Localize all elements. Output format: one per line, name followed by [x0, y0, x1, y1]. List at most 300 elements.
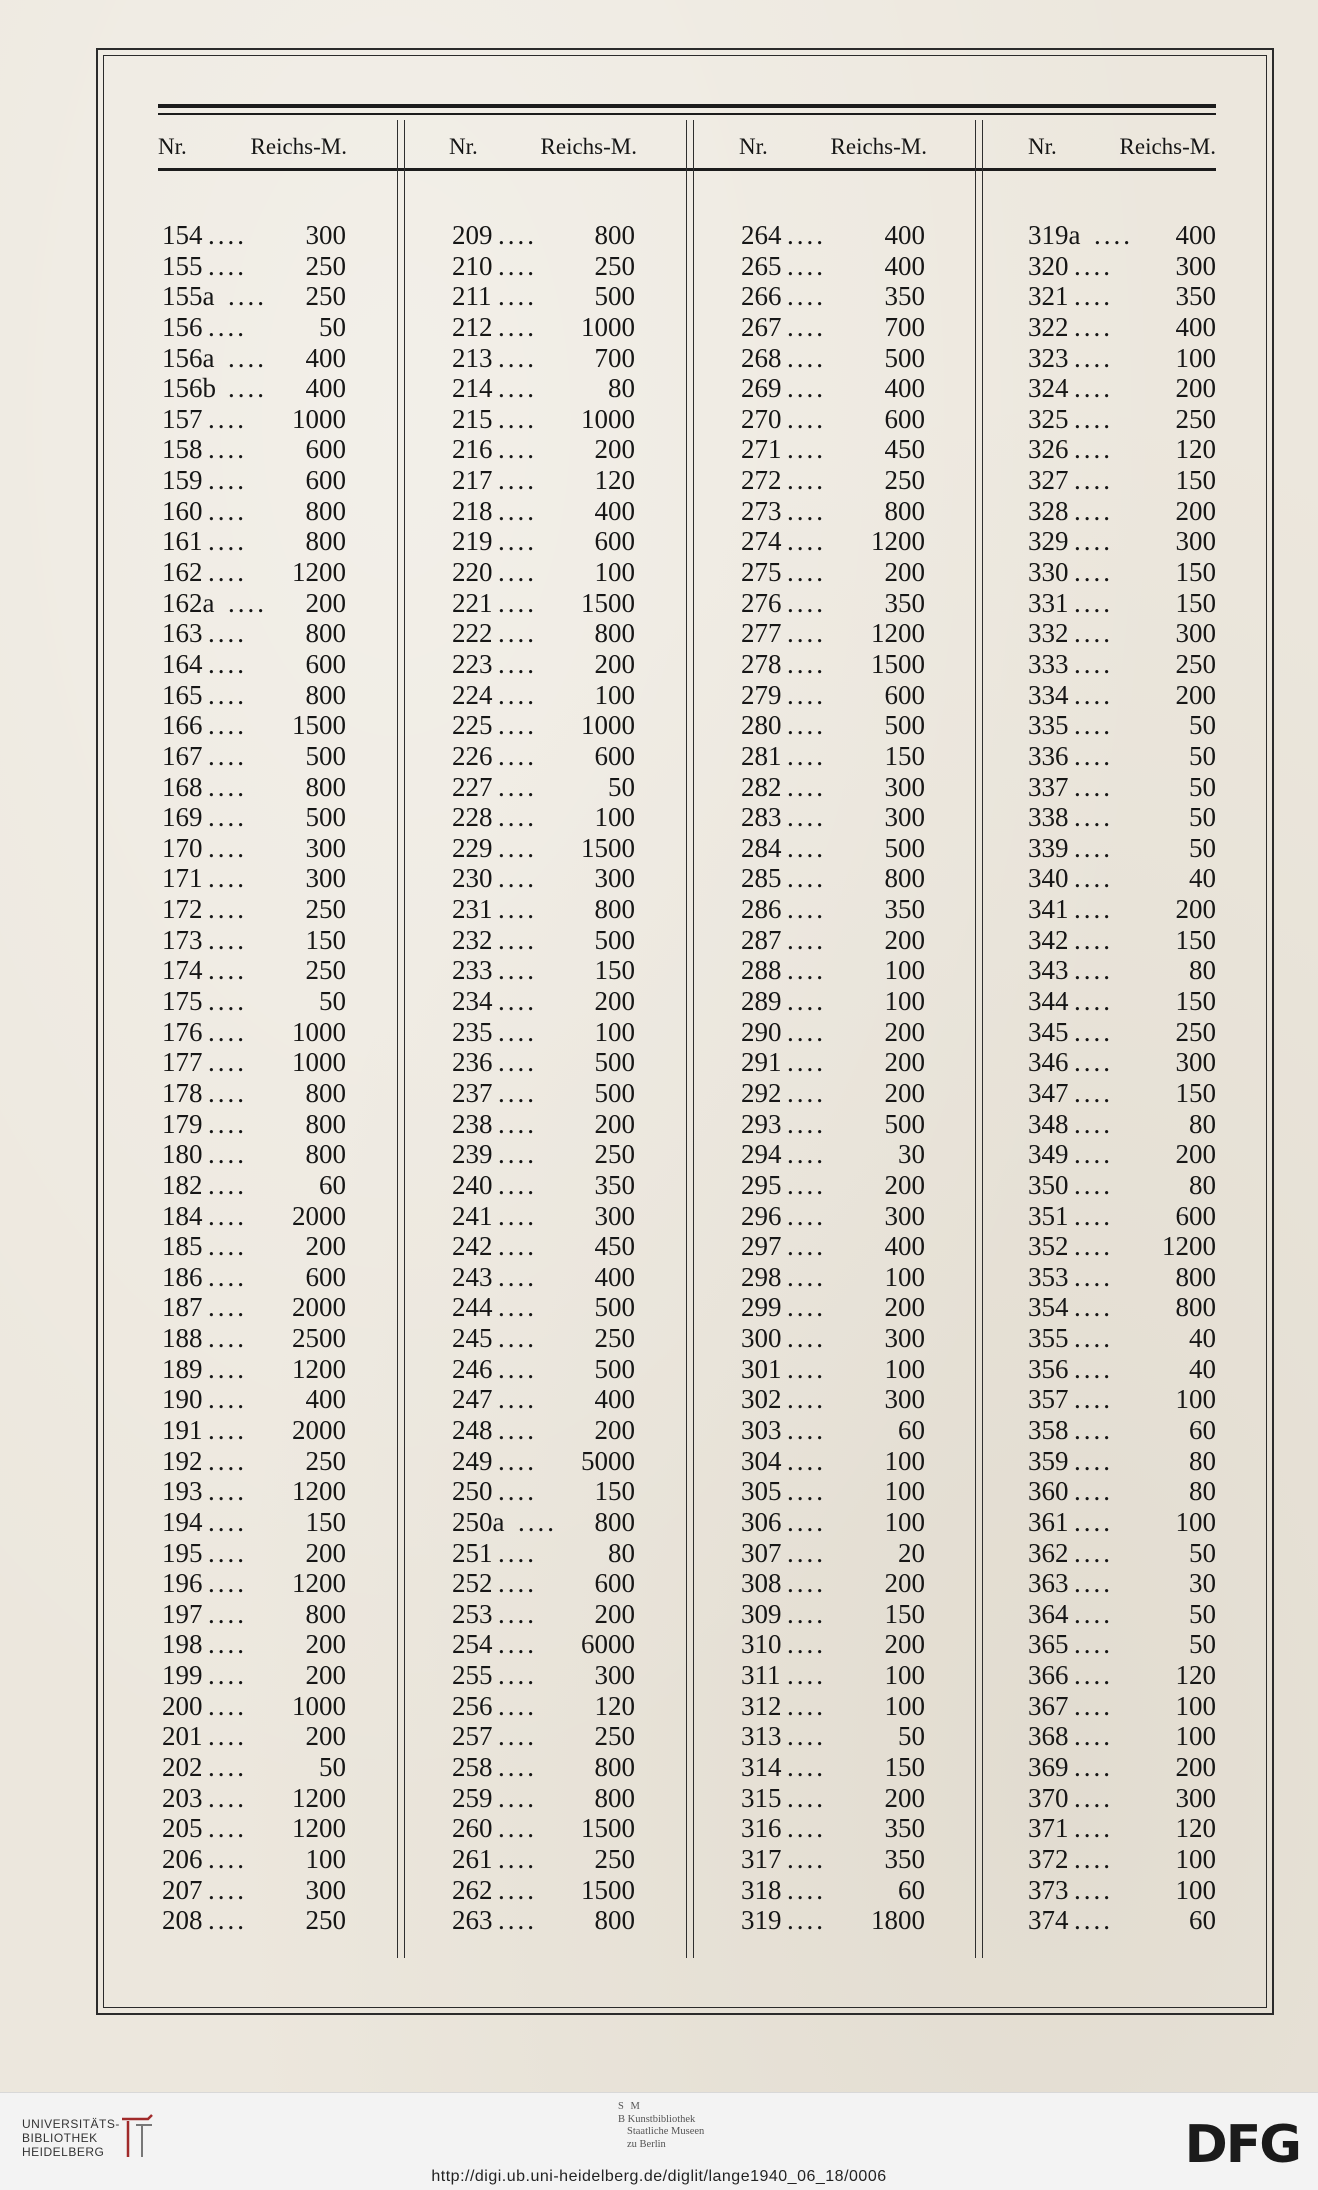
item-number: 319 — [741, 1905, 782, 1936]
item-number: 361 — [1028, 1506, 1069, 1537]
leader-dots: .... — [208, 1108, 247, 1139]
leader-dots: .... — [228, 281, 267, 312]
price-row — [741, 1262, 925, 1293]
price-row — [1028, 1109, 1216, 1140]
item-number: 308 — [741, 1568, 782, 1599]
reichsmark-value: 800 — [305, 679, 346, 710]
leader-dots: .... — [787, 1292, 826, 1323]
reichsmark-value: 50 — [1189, 1598, 1216, 1629]
reichsmark-value: 400 — [594, 495, 635, 526]
item-number: 366 — [1028, 1660, 1069, 1691]
reichsmark-value: 500 — [884, 342, 925, 373]
item-number: 223 — [452, 648, 493, 679]
item-number: 188 — [162, 1323, 203, 1354]
reichsmark-value: 300 — [305, 220, 346, 250]
leader-dots: .... — [787, 618, 826, 649]
price-row — [1028, 1292, 1216, 1323]
reichsmark-value: 100 — [305, 1843, 346, 1874]
item-number: 208 — [162, 1905, 203, 1936]
price-row — [452, 1292, 635, 1323]
leader-dots: .... — [1074, 618, 1113, 649]
reichsmark-value: 100 — [884, 955, 925, 986]
reichsmark-value: 300 — [884, 771, 925, 802]
price-row — [741, 1292, 925, 1323]
leader-dots: .... — [787, 710, 826, 741]
reichsmark-value: 60 — [1189, 1414, 1216, 1445]
leader-dots: .... — [1074, 587, 1113, 618]
price-row — [741, 618, 925, 649]
price-row — [452, 404, 635, 435]
reichsmark-value: 250 — [305, 1905, 346, 1936]
price-row — [741, 1629, 925, 1660]
leader-dots: .... — [208, 1261, 247, 1292]
leader-dots: .... — [498, 771, 537, 802]
item-number: 216 — [452, 434, 493, 465]
leader-dots: .... — [1074, 1843, 1113, 1874]
reichsmark-value: 30 — [1189, 1568, 1216, 1599]
price-row — [1028, 1875, 1216, 1906]
price-row — [162, 1139, 346, 1170]
price-row — [741, 1721, 925, 1752]
reichsmark-value: 600 — [1175, 1200, 1216, 1231]
item-number: 155a — [162, 281, 215, 312]
item-number: 363 — [1028, 1568, 1069, 1599]
leader-dots: .... — [208, 1139, 247, 1170]
item-number: 289 — [741, 986, 782, 1017]
item-number: 368 — [1028, 1721, 1069, 1752]
price-row — [452, 1384, 635, 1415]
column-header-2 — [449, 129, 637, 165]
price-row — [1028, 1844, 1216, 1875]
item-number: 161 — [162, 526, 203, 557]
leader-dots: .... — [787, 1323, 826, 1354]
permalink-url[interactable]: http://digi.ub.uni-heidelberg.de/diglit/lange1940_06_18/0006 — [431, 2168, 887, 2185]
top-rule-thick — [158, 104, 1216, 108]
leader-dots: .... — [1074, 648, 1113, 679]
reichsmark-value: 1200 — [292, 1353, 346, 1384]
item-number: 159 — [162, 465, 203, 496]
leader-dots: .... — [498, 1752, 537, 1783]
reichsmark-value: 200 — [884, 1016, 925, 1047]
price-row — [741, 1752, 925, 1783]
item-number: 210 — [452, 250, 493, 281]
leader-dots: .... — [498, 1476, 537, 1507]
reichsmark-value: 80 — [1189, 1108, 1216, 1139]
price-row — [162, 1783, 346, 1814]
price-row — [741, 894, 925, 925]
price-row — [741, 710, 925, 741]
price-row — [452, 833, 635, 864]
leader-dots: .... — [787, 281, 826, 312]
leader-dots: .... — [208, 1077, 247, 1108]
leader-dots: .... — [1074, 1077, 1113, 1108]
leader-dots: .... — [498, 1261, 537, 1292]
item-number: 364 — [1028, 1598, 1069, 1629]
reichsmark-value: 200 — [1175, 1752, 1216, 1783]
item-number: 202 — [162, 1752, 203, 1783]
item-number: 370 — [1028, 1782, 1069, 1813]
item-number: 172 — [162, 894, 203, 925]
price-column-2 — [452, 220, 635, 1936]
item-number: 165 — [162, 679, 203, 710]
price-row — [741, 1323, 925, 1354]
leader-dots: .... — [498, 955, 537, 986]
leader-dots: .... — [787, 1843, 826, 1874]
leader-dots: .... — [498, 495, 537, 526]
reichsmark-value: 200 — [1175, 373, 1216, 404]
reichsmark-value: 500 — [884, 832, 925, 863]
reichsmark-value: 600 — [305, 434, 346, 465]
leader-dots: .... — [208, 220, 247, 250]
reichsmark-value: 300 — [1175, 250, 1216, 281]
item-number: 264 — [741, 220, 782, 250]
price-row — [741, 1078, 925, 1109]
column-separator-1 — [397, 120, 405, 1958]
item-number: 229 — [452, 832, 493, 863]
leader-dots: .... — [498, 1231, 537, 1262]
item-number: 296 — [741, 1200, 782, 1231]
leader-dots: .... — [498, 587, 537, 618]
reichsmark-value: 800 — [594, 1506, 635, 1537]
item-number: 232 — [452, 924, 493, 955]
price-row — [1028, 772, 1216, 803]
item-number: 359 — [1028, 1445, 1069, 1476]
reichsmark-value: 80 — [1189, 1445, 1216, 1476]
price-row — [162, 1354, 346, 1385]
leader-dots: .... — [498, 648, 537, 679]
header-nr: Nr. — [739, 134, 768, 159]
leader-dots: .... — [208, 648, 247, 679]
leader-dots: .... — [787, 220, 826, 250]
reichsmark-value: 250 — [594, 1139, 635, 1170]
price-row — [741, 1231, 925, 1262]
price-row — [162, 1844, 346, 1875]
leader-dots: .... — [1074, 434, 1113, 465]
price-row — [452, 710, 635, 741]
price-row — [741, 649, 925, 680]
reichsmark-value: 200 — [884, 1047, 925, 1078]
price-row — [452, 526, 635, 557]
reichsmark-value: 50 — [1189, 740, 1216, 771]
leader-dots: .... — [1074, 1108, 1113, 1139]
price-row — [452, 1783, 635, 1814]
reichsmark-value: 150 — [594, 1476, 635, 1507]
reichsmark-value: 100 — [594, 802, 635, 833]
price-row — [162, 1292, 346, 1323]
item-number: 310 — [741, 1629, 782, 1660]
leader-dots: .... — [208, 1752, 247, 1783]
leader-dots: .... — [498, 1721, 537, 1752]
reichsmark-value: 200 — [1175, 1139, 1216, 1170]
item-number: 171 — [162, 863, 203, 894]
price-row — [452, 1323, 635, 1354]
column-separator-3 — [975, 120, 983, 1958]
item-number: 362 — [1028, 1537, 1069, 1568]
leader-dots: .... — [1074, 894, 1113, 925]
reichsmark-value: 200 — [305, 587, 346, 618]
price-row — [162, 833, 346, 864]
item-number: 225 — [452, 710, 493, 741]
item-number: 226 — [452, 740, 493, 771]
leader-dots: .... — [1074, 1568, 1113, 1599]
item-number: 238 — [452, 1108, 493, 1139]
price-row — [452, 894, 635, 925]
price-row — [452, 1017, 635, 1048]
item-number: 158 — [162, 434, 203, 465]
item-number: 190 — [162, 1384, 203, 1415]
price-row — [452, 1752, 635, 1783]
leader-dots: .... — [787, 1721, 826, 1752]
item-number: 191 — [162, 1414, 203, 1445]
leader-dots: .... — [498, 924, 537, 955]
leader-dots: .... — [1074, 832, 1113, 863]
reichsmark-value: 100 — [1175, 1721, 1216, 1752]
column-header-1 — [158, 129, 347, 165]
reichsmark-value: 2500 — [292, 1323, 346, 1354]
item-number: 324 — [1028, 373, 1069, 404]
reichsmark-value: 1000 — [292, 1016, 346, 1047]
reichsmark-value: 250 — [1175, 1016, 1216, 1047]
item-number: 251 — [452, 1537, 493, 1568]
reichsmark-value: 500 — [305, 740, 346, 771]
price-row — [162, 281, 346, 312]
reichsmark-value: 200 — [884, 1568, 925, 1599]
reichsmark-value: 400 — [884, 1231, 925, 1262]
leader-dots: .... — [1074, 495, 1113, 526]
price-row — [741, 1691, 925, 1722]
reichsmark-value: 150 — [305, 924, 346, 955]
item-number: 335 — [1028, 710, 1069, 741]
item-number: 235 — [452, 1016, 493, 1047]
reichsmark-value: 400 — [594, 1261, 635, 1292]
leader-dots: .... — [498, 1047, 537, 1078]
leader-dots: .... — [1074, 924, 1113, 955]
leader-dots: .... — [1074, 1047, 1113, 1078]
item-number: 195 — [162, 1537, 203, 1568]
item-number: 342 — [1028, 924, 1069, 955]
price-row — [162, 772, 346, 803]
item-number: 214 — [452, 373, 493, 404]
leader-dots: .... — [787, 1414, 826, 1445]
item-number: 247 — [452, 1384, 493, 1415]
item-number: 182 — [162, 1169, 203, 1200]
leader-dots: .... — [1094, 220, 1133, 250]
price-row — [1028, 1047, 1216, 1078]
reichsmark-value: 100 — [594, 679, 635, 710]
item-number: 369 — [1028, 1752, 1069, 1783]
item-number: 200 — [162, 1690, 203, 1721]
item-number: 184 — [162, 1200, 203, 1231]
reichsmark-value: 800 — [594, 1752, 635, 1783]
leader-dots: .... — [787, 955, 826, 986]
reichsmark-value: 1000 — [292, 1690, 346, 1721]
price-row — [162, 1568, 346, 1599]
header-reichs-mark: Reichs-M. — [830, 134, 927, 159]
reichsmark-value: 50 — [898, 1721, 925, 1752]
price-row — [162, 894, 346, 925]
reichsmark-value: 1200 — [1162, 1231, 1216, 1262]
item-number: 162a — [162, 587, 215, 618]
leader-dots: .... — [1074, 1231, 1113, 1262]
reichsmark-value: 200 — [594, 986, 635, 1017]
leader-dots: .... — [208, 1231, 247, 1262]
reichsmark-value: 30 — [898, 1139, 925, 1170]
price-row — [452, 1691, 635, 1722]
leader-dots: .... — [1074, 802, 1113, 833]
item-number: 256 — [452, 1690, 493, 1721]
item-number: 291 — [741, 1047, 782, 1078]
reichsmark-value: 300 — [594, 1200, 635, 1231]
item-number: 285 — [741, 863, 782, 894]
reichsmark-value: 100 — [1175, 342, 1216, 373]
leader-dots: .... — [208, 311, 247, 342]
price-row — [1028, 588, 1216, 619]
price-row — [1028, 618, 1216, 649]
leader-dots: .... — [498, 434, 537, 465]
item-number: 175 — [162, 986, 203, 1017]
item-number: 315 — [741, 1782, 782, 1813]
price-row — [741, 741, 925, 772]
leader-dots: .... — [1074, 1537, 1113, 1568]
reichsmark-value: 300 — [884, 1323, 925, 1354]
price-row — [1028, 496, 1216, 527]
reichsmark-value: 400 — [1175, 311, 1216, 342]
leader-dots: .... — [498, 618, 537, 649]
price-row — [741, 220, 925, 251]
price-row — [452, 1813, 635, 1844]
leader-dots: .... — [787, 1568, 826, 1599]
leader-dots: .... — [498, 1353, 537, 1384]
reichsmark-value: 500 — [884, 1108, 925, 1139]
reichsmark-value: 200 — [884, 1629, 925, 1660]
leader-dots: .... — [208, 1813, 247, 1844]
leader-dots: .... — [498, 1200, 537, 1231]
reichsmark-value: 120 — [1175, 434, 1216, 465]
item-number: 197 — [162, 1598, 203, 1629]
leader-dots: .... — [787, 802, 826, 833]
item-number: 222 — [452, 618, 493, 649]
reichsmark-value: 400 — [594, 1384, 635, 1415]
leader-dots: .... — [787, 311, 826, 342]
leader-dots: .... — [208, 403, 247, 434]
leader-dots: .... — [208, 986, 247, 1017]
reichsmark-value: 100 — [884, 1476, 925, 1507]
item-number: 284 — [741, 832, 782, 863]
item-number: 374 — [1028, 1905, 1069, 1936]
item-number: 170 — [162, 832, 203, 863]
item-number: 306 — [741, 1506, 782, 1537]
leader-dots: .... — [498, 465, 537, 496]
leader-dots: .... — [1074, 710, 1113, 741]
reichsmark-value: 800 — [1175, 1292, 1216, 1323]
reichsmark-value: 200 — [884, 1292, 925, 1323]
reichsmark-value: 600 — [594, 1568, 635, 1599]
item-number: 356 — [1028, 1353, 1069, 1384]
reichsmark-value: 400 — [884, 220, 925, 250]
reichsmark-value: 400 — [1175, 220, 1216, 250]
price-row — [1028, 833, 1216, 864]
item-number: 157 — [162, 403, 203, 434]
item-number: 312 — [741, 1690, 782, 1721]
item-number: 205 — [162, 1813, 203, 1844]
reichsmark-value: 350 — [884, 281, 925, 312]
leader-dots: .... — [787, 1752, 826, 1783]
item-number: 344 — [1028, 986, 1069, 1017]
reichsmark-value: 200 — [305, 1231, 346, 1262]
item-number: 227 — [452, 771, 493, 802]
item-number: 334 — [1028, 679, 1069, 710]
leader-dots: .... — [208, 679, 247, 710]
price-row — [162, 925, 346, 956]
leader-dots: .... — [787, 863, 826, 894]
header-nr: Nr. — [158, 134, 187, 159]
price-row — [162, 496, 346, 527]
item-number: 276 — [741, 587, 782, 618]
item-number: 154 — [162, 220, 203, 250]
item-number: 244 — [452, 1292, 493, 1323]
leader-dots: .... — [498, 1690, 537, 1721]
reichsmark-value: 200 — [594, 648, 635, 679]
price-row — [741, 1875, 925, 1906]
reichsmark-value: 100 — [884, 986, 925, 1017]
leader-dots: .... — [208, 1353, 247, 1384]
price-row — [741, 496, 925, 527]
leader-dots: .... — [1074, 1752, 1113, 1783]
leader-dots: .... — [1074, 1384, 1113, 1415]
item-number: 218 — [452, 495, 493, 526]
reichsmark-value: 1200 — [292, 1568, 346, 1599]
item-number: 340 — [1028, 863, 1069, 894]
price-row — [1028, 281, 1216, 312]
price-row — [741, 434, 925, 465]
leader-dots: .... — [1074, 342, 1113, 373]
leader-dots: .... — [208, 1016, 247, 1047]
reichsmark-value: 100 — [594, 1016, 635, 1047]
reichsmark-value: 300 — [884, 802, 925, 833]
reichsmark-value: 100 — [884, 1660, 925, 1691]
leader-dots: .... — [498, 1292, 537, 1323]
price-row — [1028, 1538, 1216, 1569]
price-row — [452, 465, 635, 496]
reichsmark-value: 250 — [305, 250, 346, 281]
reichsmark-value: 200 — [1175, 679, 1216, 710]
item-number: 282 — [741, 771, 782, 802]
price-row — [741, 1047, 925, 1078]
item-number: 156b — [162, 373, 216, 404]
price-row — [741, 251, 925, 282]
item-number: 318 — [741, 1874, 782, 1905]
leader-dots: .... — [1074, 1169, 1113, 1200]
leader-dots: .... — [787, 1231, 826, 1262]
price-row — [741, 1201, 925, 1232]
reichsmark-value: 250 — [1175, 648, 1216, 679]
reichsmark-value: 100 — [884, 1261, 925, 1292]
item-number: 343 — [1028, 955, 1069, 986]
price-row — [162, 1446, 346, 1477]
price-row — [741, 925, 925, 956]
reichsmark-value: 800 — [305, 526, 346, 557]
price-row — [1028, 741, 1216, 772]
item-number: 354 — [1028, 1292, 1069, 1323]
reichsmark-value: 700 — [594, 342, 635, 373]
reichsmark-value: 150 — [1175, 465, 1216, 496]
item-number: 304 — [741, 1445, 782, 1476]
price-row — [741, 281, 925, 312]
leader-dots: .... — [787, 434, 826, 465]
reichsmark-value: 40 — [1189, 1323, 1216, 1354]
item-number: 269 — [741, 373, 782, 404]
leader-dots: .... — [1074, 1506, 1113, 1537]
